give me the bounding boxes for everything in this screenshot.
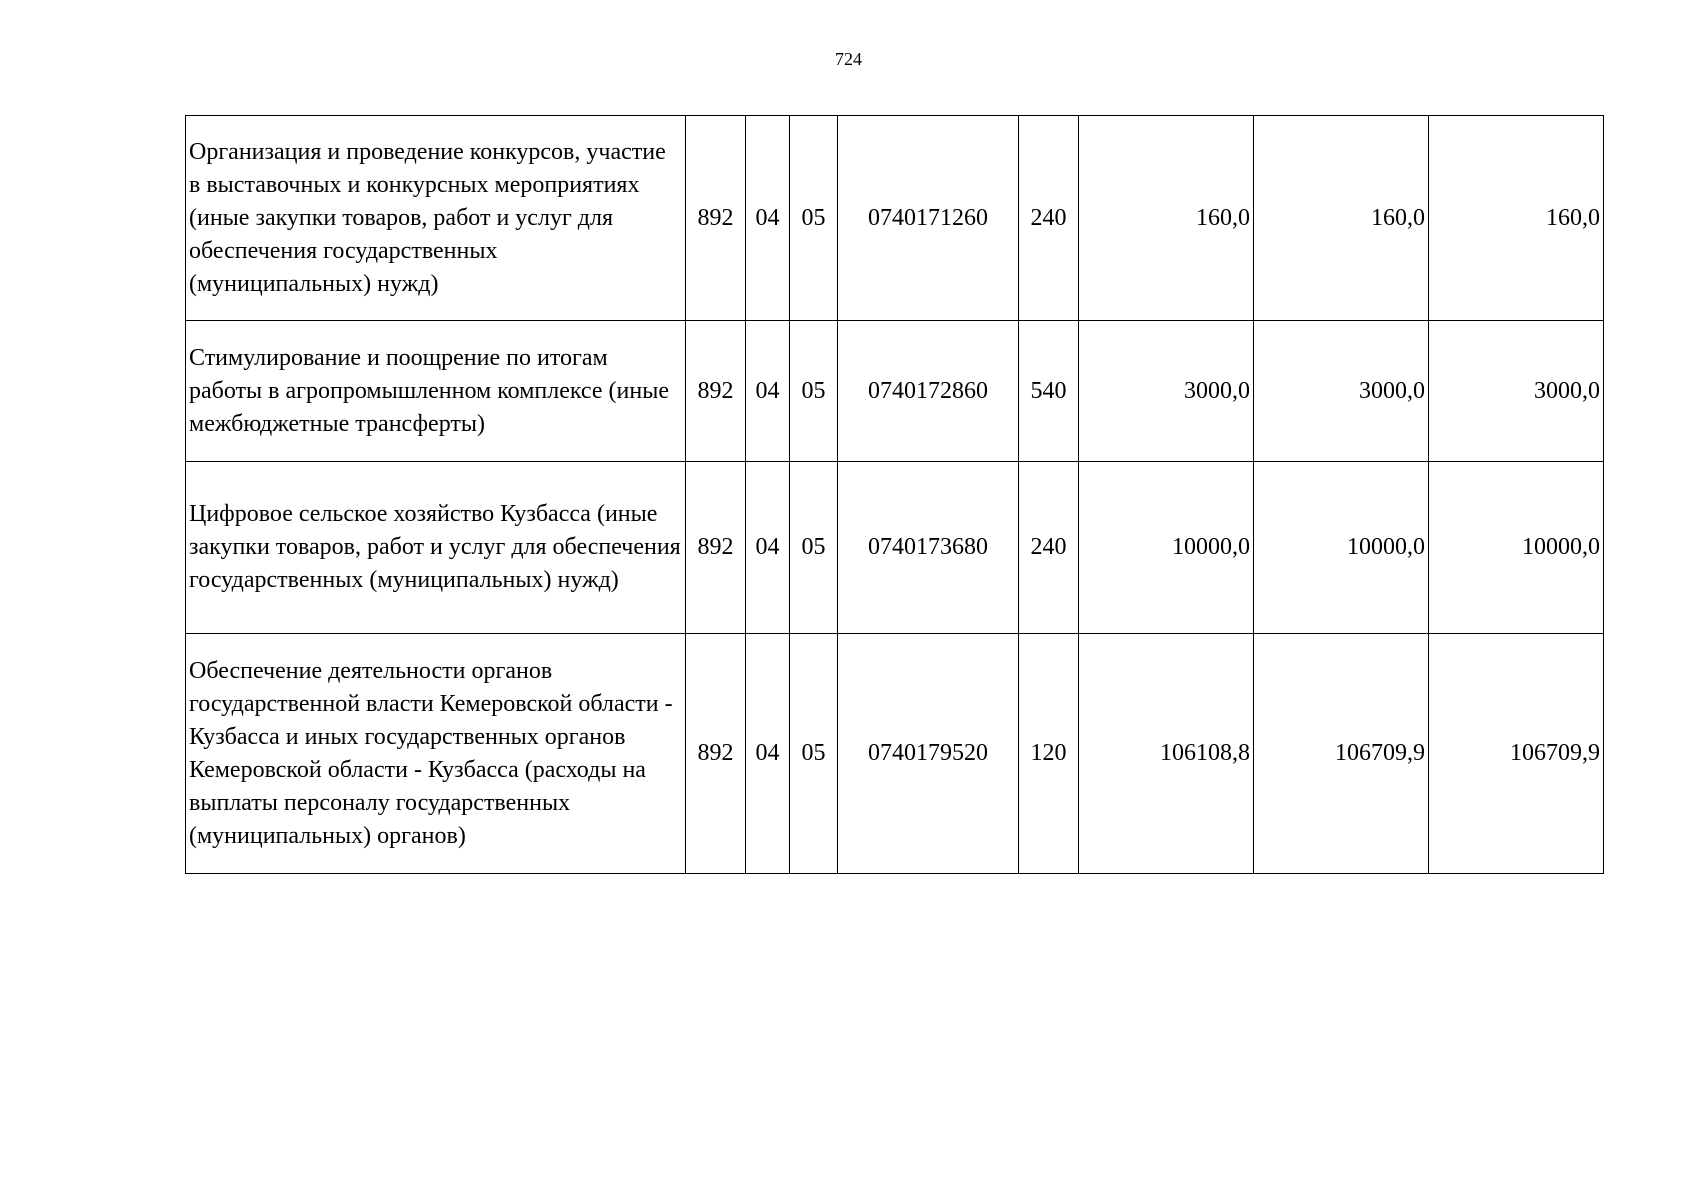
expense-type-code: 240 (1019, 116, 1079, 321)
target-article-code: 0740171260 (838, 116, 1019, 321)
amount-year-2: 160,0 (1254, 116, 1429, 321)
amount-year-3: 10000,0 (1429, 462, 1604, 634)
ministry-code: 892 (686, 462, 746, 634)
target-article-code: 0740173680 (838, 462, 1019, 634)
subsection-code: 05 (790, 116, 838, 321)
amount-year-1: 10000,0 (1079, 462, 1254, 634)
ministry-code: 892 (686, 116, 746, 321)
section-code: 04 (746, 116, 790, 321)
subsection-code: 05 (790, 321, 838, 462)
amount-year-2: 10000,0 (1254, 462, 1429, 634)
section-code: 04 (746, 462, 790, 634)
row-description: Обеспечение деятельности органов государственной власти Кемеровской области - Кузбасса и иных государственных органов Кемеровской области - Кузбасса (расходы на выплаты персоналу государственных (муниципальных) органов) (186, 634, 686, 874)
section-code: 04 (746, 634, 790, 874)
subsection-code: 05 (790, 634, 838, 874)
table-row (186, 462, 1604, 634)
table-row (186, 321, 1604, 462)
budget-table (185, 115, 1604, 874)
amount-year-1: 106108,8 (1079, 634, 1254, 874)
target-article-code: 0740179520 (838, 634, 1019, 874)
subsection-code: 05 (790, 462, 838, 634)
amount-year-2: 3000,0 (1254, 321, 1429, 462)
amount-year-3: 160,0 (1429, 116, 1604, 321)
amount-year-3: 106709,9 (1429, 634, 1604, 874)
row-description: Организация и проведение конкурсов, участие в выставочных и конкурсных мероприятиях (иные закупки товаров, работ и услуг для обеспечения государственных (муниципальных) нужд) (186, 116, 686, 321)
expense-type-code: 540 (1019, 321, 1079, 462)
page-number: 724 (835, 49, 862, 69)
table-row (186, 634, 1604, 874)
ministry-code: 892 (686, 634, 746, 874)
ministry-code: 892 (686, 321, 746, 462)
expense-type-code: 240 (1019, 462, 1079, 634)
amount-year-1: 160,0 (1079, 116, 1254, 321)
table-row (186, 116, 1604, 321)
target-article-code: 0740172860 (838, 321, 1019, 462)
row-description: Стимулирование и поощрение по итогам работы в агропромышленном комплексе (иные межбюджетные трансферты) (186, 321, 686, 462)
amount-year-3: 3000,0 (1429, 321, 1604, 462)
amount-year-2: 106709,9 (1254, 634, 1429, 874)
row-description: Цифровое сельское хозяйство Кузбасса (иные закупки товаров, работ и услуг для обеспечения государственных (муниципальных) нужд) (186, 462, 686, 634)
section-code: 04 (746, 321, 790, 462)
amount-year-1: 3000,0 (1079, 321, 1254, 462)
expense-type-code: 120 (1019, 634, 1079, 874)
